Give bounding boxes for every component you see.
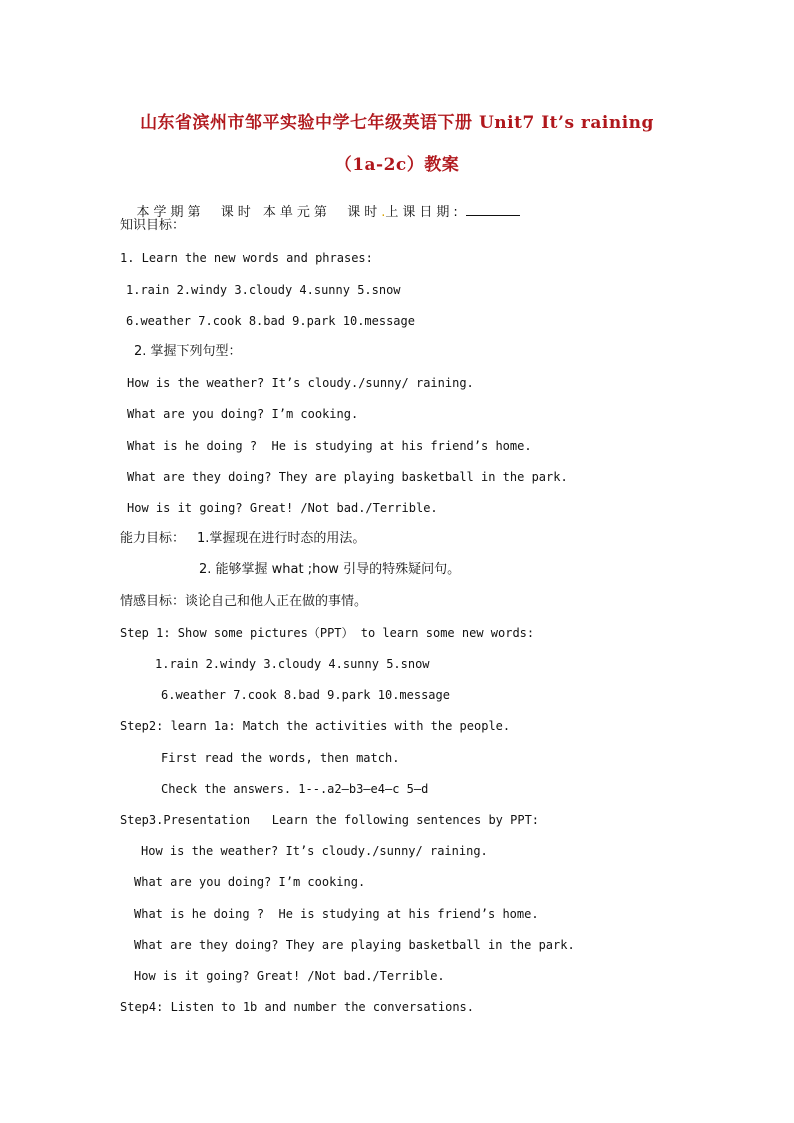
document-title-line-2: （1a-2c）教案 xyxy=(334,155,460,175)
step-3-sentence: How is the weather? It’s cloudy./sunny/ raining. xyxy=(141,844,488,858)
sentence-pattern: What are they doing? They are playing basketball in the park. xyxy=(127,470,568,484)
ability-goal-item-2: 2. 能够掌握 what ;how 引导的特殊疑问句。 xyxy=(199,562,461,577)
lesson-info-dot: . xyxy=(381,205,386,220)
class-date-label: 上课日期: xyxy=(385,205,462,220)
vocabulary-row-2: 6.weather 7.cook 8.bad 9.park 10.message xyxy=(126,314,415,328)
knowledge-goal-item-1: 1. Learn the new words and phrases: xyxy=(120,251,373,265)
knowledge-goal-item-2: 2. 掌握下列句型： xyxy=(134,344,242,359)
step-4-heading: Step4: Listen to 1b and number the conversations. xyxy=(120,1000,475,1014)
knowledge-goal-heading: 知识目标： xyxy=(120,218,186,233)
sentence-pattern: What are you doing? I’m cooking. xyxy=(127,407,359,421)
step-3-sentence: What are they doing? They are playing basketball in the park. xyxy=(134,938,575,952)
step-2-heading: Step2: learn 1a: Match the activities with the people. xyxy=(120,719,511,733)
step-3-sentence: What are you doing? I’m cooking. xyxy=(134,875,366,889)
step-1-vocabulary-row-2: 6.weather 7.cook 8.bad 9.park 10.message xyxy=(161,688,450,702)
class-date-blank xyxy=(466,203,520,216)
step-3-sentence: How is it going? Great! /Not bad./Terrible. xyxy=(134,969,445,983)
step-1-heading: Step 1: Show some pictures（PPT） to learn some new words: xyxy=(120,626,535,640)
document-title-line-1: 山东省滨州市邹平实验中学七年级英语下册 Unit7 It’s raining xyxy=(140,113,654,133)
emotion-goal: 情感目标：谈论自己和他人正在做的事情。 xyxy=(120,594,368,609)
sentence-pattern: How is the weather? It’s cloudy./sunny/ raining. xyxy=(127,376,474,390)
step-2-answers: Check the answers. 1--.a2—b3—e4—c 5—d xyxy=(161,782,429,796)
step-1-vocabulary-row-1: 1.rain 2.windy 3.cloudy 4.sunny 5.snow xyxy=(155,657,430,671)
step-3-heading: Step3.Presentation Learn the following sentences by PPT: xyxy=(120,813,540,827)
lesson-count-text: 本学期第 课时 本单元第 课时 xyxy=(136,205,382,220)
ability-goal-heading: 能力目标： xyxy=(120,531,186,546)
ability-goal-item-1: 1.掌握现在进行时态的用法。 xyxy=(197,531,366,546)
sentence-pattern: What is he doing ? He is studying at his friend’s home. xyxy=(127,439,532,453)
sentence-pattern: How is it going? Great! /Not bad./Terrible. xyxy=(127,501,438,515)
step-3-sentence: What is he doing ? He is studying at his friend’s home. xyxy=(134,907,539,921)
step-2-instruction: First read the words, then match. xyxy=(161,751,400,765)
vocabulary-row-1: 1.rain 2.windy 3.cloudy 4.sunny 5.snow xyxy=(126,283,401,297)
